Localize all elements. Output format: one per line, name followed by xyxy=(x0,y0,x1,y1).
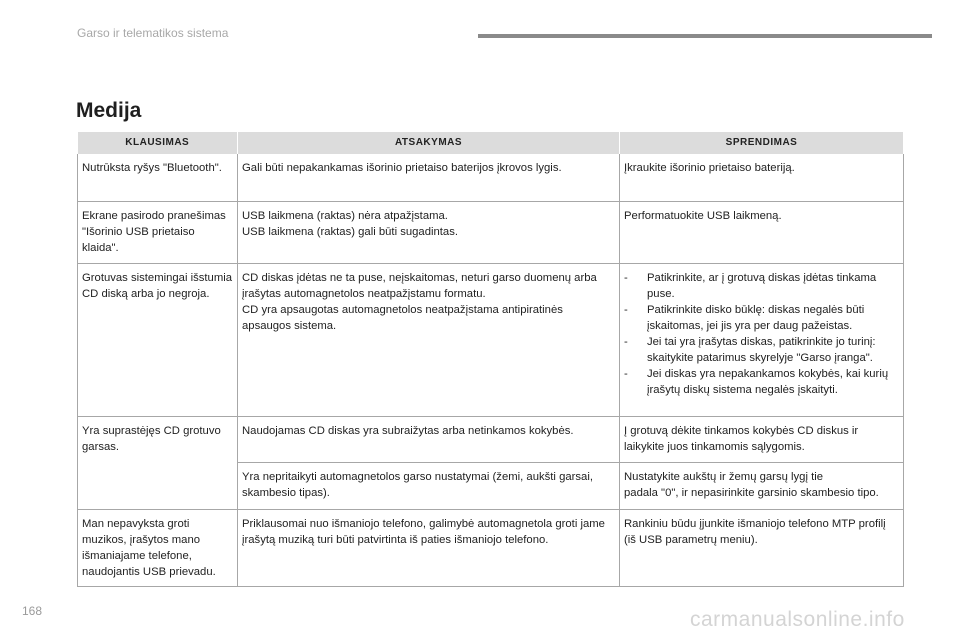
section-title: Medija xyxy=(76,99,142,122)
solution-cell: Įkraukite išorinio prietaiso bateriją. xyxy=(620,154,904,201)
solution-cell xyxy=(620,462,904,509)
solution-line: Nustatykite aukštų ir žemų garsų lygį tie xyxy=(624,470,824,483)
solution-cell: Performatuokite USB laikmeną. xyxy=(620,201,904,263)
header-bar xyxy=(478,34,932,38)
table-row xyxy=(78,201,904,263)
solution-list-item: - Jei tai yra įrašytas diskas, patikrinkite jo turinį: skaitykite patarimus skyrelyje "Garso įranga". xyxy=(624,334,899,366)
question-cell: Yra suprastėjęs CD grotuvo garsas. xyxy=(78,416,238,509)
solution-list-item: - Patikrinkite, ar į grotuvą diskas įdėtas tinkama puse. xyxy=(624,270,899,302)
header-title: Garso ir telematikos sistema xyxy=(77,26,229,40)
watermark: carmanualsonline.info xyxy=(690,608,905,631)
table-row xyxy=(78,263,904,416)
troubleshooting-table xyxy=(77,132,904,587)
table-header-row xyxy=(78,132,904,154)
answer-cell: Yra nepritaikyti automagnetolos garso nustatymai (žemi, aukšti garsai, skambesio tipas). xyxy=(238,462,620,509)
table-row xyxy=(78,416,904,462)
answer-cell: Priklausomai nuo išmaniojo telefono, galimybė automagnetola groti jame įrašytą muziką turi būti patvirtinta iš paties išmaniojo telefono. xyxy=(238,509,620,586)
answer-cell xyxy=(238,201,620,263)
question-cell: Nutrūksta ryšys "Bluetooth". xyxy=(78,154,238,201)
solution-list-item: - Patikrinkite disko būklę: diskas negalės būti įskaitomas, jei jis yra per daug pažeistas. xyxy=(624,302,899,334)
answer-cell: Gali būti nepakankamas išorinio prietaiso baterijos įkrovos lygis. xyxy=(238,154,620,201)
page-number: 168 xyxy=(22,604,43,618)
solution-cell: Rankiniu būdu įjunkite išmaniojo telefono MTP profilį (iš USB parametrų meniu). xyxy=(620,509,904,586)
question-cell: Ekrane pasirodo pranešimas "Išorinio USB prietaiso klaida". xyxy=(78,201,238,263)
column-header-question: KLAUSIMAS xyxy=(78,132,238,154)
table-row xyxy=(78,509,904,586)
answer-line: USB laikmena (raktas) gali būti sugadintas. xyxy=(242,225,458,238)
solution-cell: Į grotuvą dėkite tinkamos kokybės CD diskus ir laikykite juos tinkamomis sąlygomis. xyxy=(620,416,904,462)
solution-line: padala "0", ir nepasirinkite garsinio skambesio tipo. xyxy=(624,486,879,499)
solution-list xyxy=(624,270,899,398)
answer-line: CD diskas įdėtas ne ta puse, neįskaitomas, neturi garso duomenų arba įrašytas automagnetolos neatpažįstamu formatu. xyxy=(242,271,597,300)
answer-cell: Naudojamas CD diskas yra subraižytas arba netinkamos kokybės. xyxy=(238,416,620,462)
answer-line: CD yra apsaugotas automagnetolos neatpažįstama antipiratinės apsaugos sistema. xyxy=(242,303,563,332)
answer-cell xyxy=(238,263,620,416)
column-header-solution: SPRENDIMAS xyxy=(620,132,904,154)
column-header-answer: ATSAKYMAS xyxy=(238,132,620,154)
answer-line: USB laikmena (raktas) nėra atpažįstama. xyxy=(242,209,448,222)
table-row xyxy=(78,154,904,201)
question-cell: Grotuvas sistemingai išstumia CD diską arba jo negroja. xyxy=(78,263,238,416)
question-cell: Man nepavyksta groti muzikos, įrašytos mano išmaniajame telefone, naudojantis USB prievadu. xyxy=(78,509,238,586)
solution-cell xyxy=(620,263,904,416)
solution-list-item: - Jei diskas yra nepakankamos kokybės, kai kurių įrašytų diskų sistema negalės įskaityti. xyxy=(624,366,899,398)
